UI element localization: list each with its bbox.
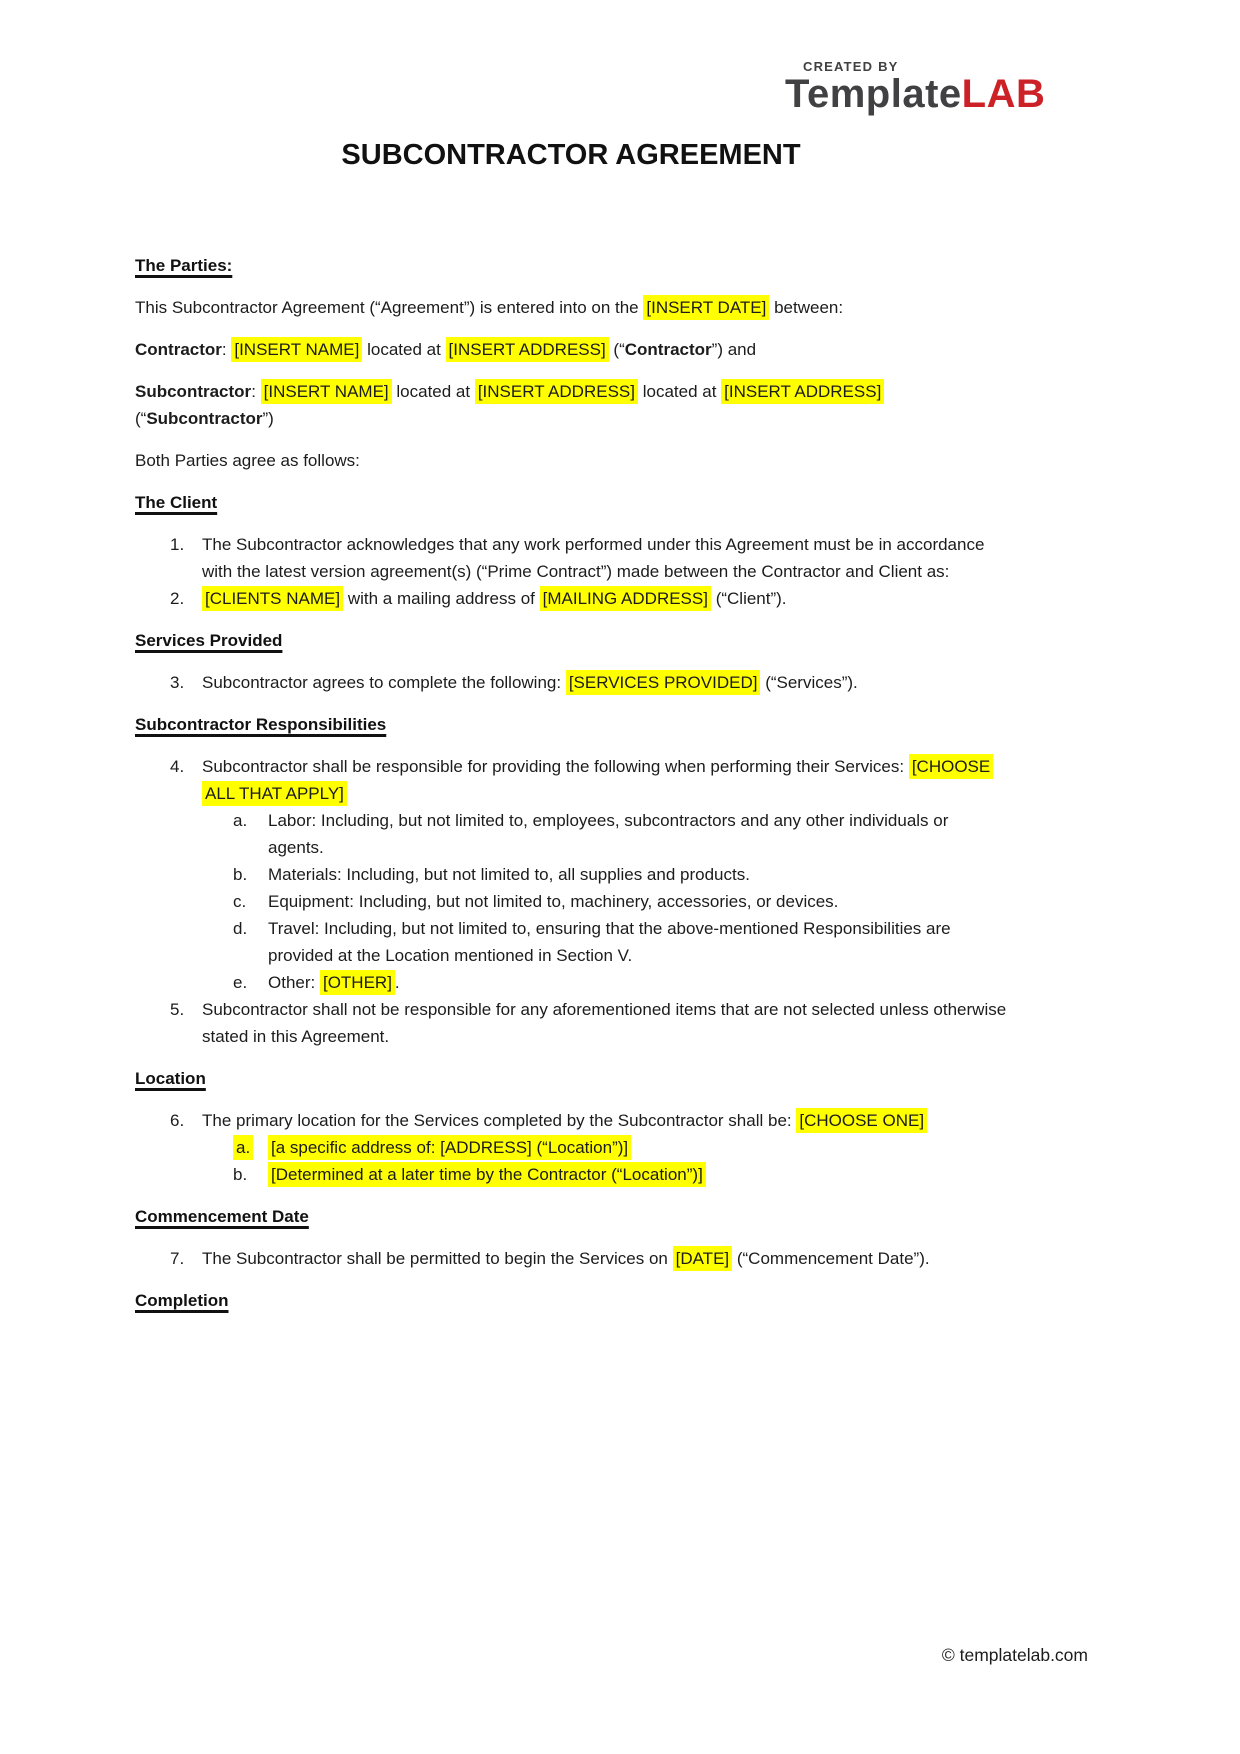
sub-item-letter	[233, 969, 268, 996]
section-heading: Completion	[135, 1291, 229, 1310]
text-run: Subcontractor agrees to complete the following:	[202, 673, 566, 692]
placeholder-highlight: [CHOOSE ONE]	[796, 1108, 927, 1133]
list-item	[135, 1107, 1007, 1134]
placeholder-highlight: [INSERT NAME]	[231, 337, 362, 362]
section-heading: The Client	[135, 493, 218, 512]
section-heading: The Parties:	[135, 256, 233, 275]
text-run: between:	[769, 298, 844, 317]
text-run: :	[221, 340, 232, 359]
placeholder-highlight: [CLIENTS NAME]	[202, 586, 343, 611]
text-run: :	[251, 382, 261, 401]
sub-item-text	[268, 807, 1007, 861]
sub-item-letter-text: a.	[233, 811, 248, 830]
logo-brand	[785, 74, 1045, 114]
list-item-text	[202, 1245, 1007, 1272]
sub-list-item	[135, 861, 1007, 888]
text-run: Subcontractor shall be responsible for providing the following when performing their Services:	[202, 757, 909, 776]
placeholder-highlight: [CHOOSE ALL THAT APPLY]	[202, 754, 993, 806]
list-item-number: 2.	[170, 589, 185, 608]
placeholder-highlight: [DATE]	[673, 1246, 733, 1271]
list-item	[135, 585, 1007, 612]
sub-item-text	[268, 888, 1007, 915]
text-run: located at	[391, 382, 475, 401]
list-item	[135, 669, 1007, 696]
placeholder-highlight: [INSERT NAME]	[261, 379, 392, 404]
text-run: ”) and	[711, 340, 757, 359]
list-item-number: 4.	[170, 757, 185, 776]
sub-item-letter	[233, 1161, 268, 1188]
text-run: (“Client”).	[710, 589, 787, 608]
placeholder-highlight: [INSERT ADDRESS]	[446, 337, 609, 362]
sub-item-letter-text: b.	[233, 865, 248, 884]
section-heading: Location	[135, 1069, 206, 1088]
sub-item-letter	[233, 807, 268, 834]
paragraph	[135, 378, 1007, 432]
text-run: Equipment: Including, but not limited to, machinery, accessories, or devices.	[268, 892, 839, 911]
text-run: located at	[637, 382, 722, 401]
document-content	[135, 138, 1007, 1329]
text-run: .	[394, 973, 400, 992]
logo-brand-template: Template	[785, 72, 962, 116]
placeholder-highlight: [MAILING ADDRESS]	[540, 586, 711, 611]
sub-item-letter	[233, 888, 268, 915]
placeholder-highlight: [INSERT ADDRESS]	[721, 379, 884, 404]
footer-copyright: © templatelab.com	[941, 1645, 1088, 1665]
list-item-text	[202, 996, 1007, 1050]
placeholder-highlight: [OTHER]	[320, 970, 395, 995]
text-run: Other:	[268, 973, 320, 992]
text-run: Both Parties agree as follows:	[135, 451, 360, 470]
sub-item-text	[268, 1134, 1007, 1161]
text-run: (“	[135, 409, 147, 428]
text-run: Labor: Including, but not limited to, employees, subcontractors and any other individuals or agents.	[268, 811, 949, 857]
document-body	[135, 252, 1007, 1329]
text-run: with a mailing address of	[343, 589, 540, 608]
numbered-list	[135, 531, 1007, 612]
sub-list-item	[135, 915, 1007, 969]
text-run: This Subcontractor Agreement (“Agreement”) is entered into on the	[135, 298, 644, 317]
sub-item-text	[268, 861, 1007, 888]
placeholder-highlight: [SERVICES PROVIDED]	[566, 670, 761, 695]
list-item-text	[202, 669, 1007, 696]
placeholder-highlight: [a specific address of: [ADDRESS] (“Location”)]	[268, 1135, 631, 1160]
section-heading: Subcontractor Responsibilities	[135, 715, 387, 734]
text-run: Contractor	[135, 340, 222, 359]
sub-item-letter	[233, 1134, 268, 1161]
sub-list-item	[135, 888, 1007, 915]
text-run: Materials: Including, but not limited to, all supplies and products.	[268, 865, 750, 884]
text-run: Subcontractor	[135, 382, 252, 401]
list-item	[135, 996, 1007, 1050]
logo-created-by-text: CREATED BY	[803, 59, 899, 74]
list-item-number: 7.	[170, 1249, 185, 1268]
sub-list-item	[135, 969, 1007, 996]
sub-list-item	[135, 1134, 1007, 1161]
sub-item-text	[268, 915, 1007, 969]
list-item	[135, 1245, 1007, 1272]
sub-item-text	[268, 969, 1007, 996]
sub-item-letter-text: b.	[233, 1165, 248, 1184]
paragraph	[135, 447, 1007, 474]
text-run: (“	[608, 340, 625, 359]
sub-item-letter-text: e.	[233, 973, 248, 992]
list-item-text	[202, 585, 1007, 612]
text-run: (“Services”).	[760, 673, 858, 692]
list-item-number: 1.	[170, 535, 185, 554]
templatelab-logo	[785, 60, 1045, 114]
list-item	[135, 753, 1007, 807]
placeholder-highlight: [INSERT DATE]	[643, 295, 769, 320]
list-item-text	[202, 753, 1007, 807]
text-run: Subcontractor shall not be responsible for any aforementioned items that are not selected unless otherwise stated in this Agreement.	[202, 1000, 1007, 1046]
list-item-number: 6.	[170, 1111, 185, 1130]
text-run: Contractor	[624, 340, 712, 359]
text-run: Travel: Including, but not limited to, ensuring that the above-mentioned Responsibilities are provided at the Location mentioned in Section V.	[268, 919, 951, 965]
text-run: (“Commencement Date”).	[732, 1249, 930, 1268]
list-item-text	[202, 531, 1007, 585]
numbered-list	[135, 753, 1007, 1050]
list-item	[135, 531, 1007, 585]
sub-item-text	[268, 1161, 1007, 1188]
text-run: The Subcontractor acknowledges that any work performed under this Agreement must be in accordance with the latest version agreement(s) (“Prime Contract”) made between the Contractor and Client as:	[202, 535, 985, 581]
logo-brand-lab: LAB	[961, 72, 1046, 116]
list-item-number: 5.	[170, 1000, 185, 1019]
sub-item-letter	[233, 915, 268, 942]
paragraph	[135, 294, 1007, 321]
sub-list-item	[135, 1161, 1007, 1188]
list-item-text	[202, 1107, 1007, 1134]
section-heading: Commencement Date	[135, 1207, 309, 1226]
section-heading: Services Provided	[135, 631, 283, 650]
paragraph	[135, 336, 1007, 363]
sub-list-item	[135, 807, 1007, 861]
list-item-number: 3.	[170, 673, 185, 692]
placeholder-highlight: [INSERT ADDRESS]	[475, 379, 638, 404]
sub-item-letter	[233, 861, 268, 888]
sub-item-letter-text: a.	[233, 1135, 253, 1160]
numbered-list	[135, 669, 1007, 696]
sub-item-letter-text: c.	[233, 892, 247, 911]
text-run: The Subcontractor shall be permitted to begin the Services on	[202, 1249, 673, 1268]
numbered-list	[135, 1107, 1007, 1188]
placeholder-highlight: [Determined at a later time by the Contractor (“Location”)]	[268, 1162, 706, 1187]
text-run: Subcontractor	[146, 409, 263, 428]
numbered-list	[135, 1245, 1007, 1272]
document-title: SUBCONTRACTOR AGREEMENT	[341, 139, 801, 171]
text-run: ”)	[262, 409, 274, 428]
sub-item-letter-text: d.	[233, 919, 248, 938]
text-run: located at	[362, 340, 446, 359]
text-run: The primary location for the Services completed by the Subcontractor shall be:	[202, 1111, 797, 1130]
